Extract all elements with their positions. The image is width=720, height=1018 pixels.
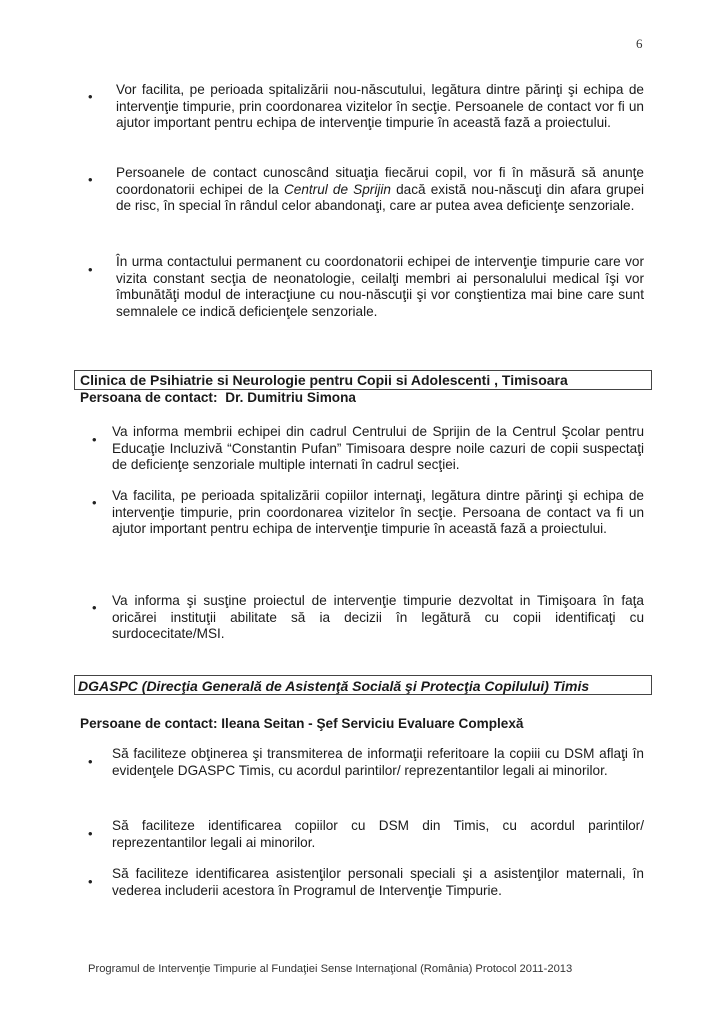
list-item: În urma contactului permanent cu coordonatorii echipei de intervenţie timpurie care vor vizita constant secţia de neonatologie, ceilalţi membri ai personalului medical îşi vor îmbunătăţi modul de interacţiune cu nou-născuţii şi vor conştientiza mai bine care sunt semnalele ce indică deficienţele senzoriale. [116,254,644,319]
list-item: Va informa membrii echipei din cadrul Centrului de Sprijin de la Centrul Şcolar pentru Educaţie Incluzivă “Constantin Pufan” Timisoara despre noile cazuri de copii suspectaţi de deficienţe senzoriale multiple internati în cadrul secţiei. [112,424,644,472]
page-footer: Programul de Intervenţie Timpurie al Fundaţiei Sense Internaţional (România) Protocol 2011-2013 [88,963,573,975]
page-number: 6 [636,36,643,51]
contact-line [80,390,356,405]
list-item: Va informa şi susţine proiectul de intervenţie timpurie dezvoltat in Timişoara în faţa oricărei instituţii abilitate să ia decizii în legătură cu copii identificaţi cu surdocecitate/MSI. [112,593,644,641]
list-item: Să faciliteze identificarea asistenţilor personali speciali şi a asistenţilor maternali, în vederea includerii acestora în Programul de Intervenţie Timpurie. [112,866,644,898]
contact-name: Dr. Dumitriu Simona [225,390,356,405]
bullet-icon: • [88,754,93,769]
section-title: DGASPC (Direcţia Generală de Asistenţă Socială şi Protecţia Copilului) Timis [78,678,590,694]
bullet-icon: • [88,826,93,841]
bullet-icon: • [92,600,97,615]
bullet-icon: • [88,874,93,889]
list-item: Vor facilita, pe perioada spitalizării nou-născutului, legătura dintre părinţi şi echipa de intervenţie timpurie, prin coordonarea vizitelor în secţie. Persoanele de contact vor fi un ajutor important pentru echipa de intervenţie timpurie în această fază a proiectului. [116,82,644,130]
list-item: Va facilita, pe perioada spitalizării copiilor internaţi, legătura dintre părinţi şi echipa de intervenţie timpurie, prin coordonarea vizitelor în secţie. Persoana de contact va fi un ajutor important pentru echipa de intervenţie timpurie în această fază a proiectului. [112,488,644,536]
bullet-icon: • [92,432,97,447]
list-item: Să faciliteze identificarea copiilor cu DSM din Timis, cu acordul parintilor/ reprezentantilor legali ai minorilor. [112,818,644,850]
bullet-icon: • [88,262,93,277]
bullet-icon: • [88,172,93,187]
contact-label: Persoana de contact: [80,390,218,405]
section-title: Clinica de Psihiatrie si Neurologie pentru Copii si Adolescenti , Timisoara [80,372,568,388]
bullet-icon: • [92,495,97,510]
contact-line: Persoane de contact: Ileana Seitan - Şef Serviciu Evaluare Complexă [80,716,524,731]
list-item: Să faciliteze obţinerea şi transmiterea de informaţii referitoare la copiii cu DSM aflaţi în evidenţele DGASPC Timis, cu acordul parintilor/ reprezentantilor legali ai minorilor. [112,746,644,778]
list-item: Persoanele de contact cunoscând situaţia fiecărui copil, vor fi în măsură să anunţe coordonatorii echipei de la Centrul de Sprijin dacă există nou-născuţi din afara grupei de risc, în special în rândul celor abandonaţi, care ar putea avea deficienţe senzoriale. [116,165,645,213]
bullet-icon: • [88,89,93,104]
